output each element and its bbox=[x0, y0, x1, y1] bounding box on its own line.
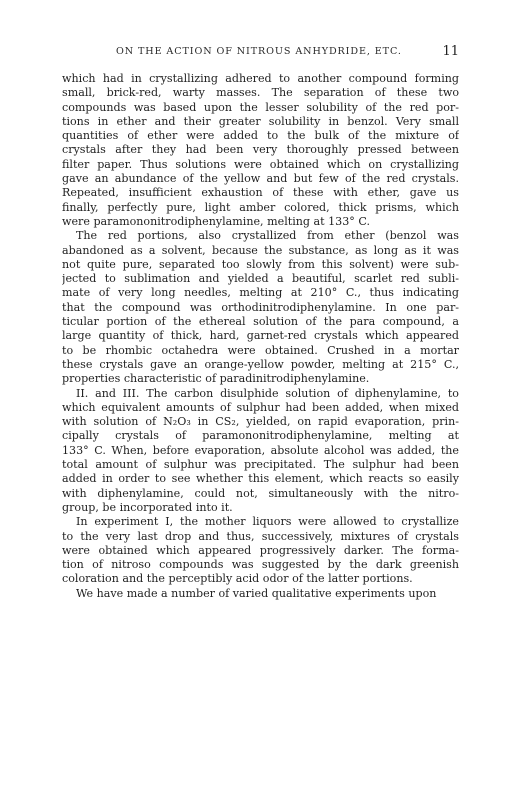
text-line: gave an abundance of the yellow and but few of the red crystals. bbox=[62, 172, 459, 186]
text-line: finally, perfectly pure, light amber colored, thick prisms, which bbox=[62, 200, 459, 214]
paragraph bbox=[62, 515, 459, 586]
text-line: to the very last drop and thus, successively, mixtures of crystals bbox=[62, 529, 459, 543]
text-line: 133° C. When, before evaporation, absolute alcohol was added, the bbox=[62, 443, 459, 457]
running-head: ON THE ACTION OF NITROUS ANHYDRIDE, ETC. bbox=[116, 46, 402, 57]
text-line: filter paper. Thus solutions were obtained which on crystallizing bbox=[62, 157, 459, 171]
text-line: these crystals gave an orange-yellow powder, melting at 215° C., bbox=[62, 357, 459, 371]
text-line: with solution of N₂O₃ in CS₂, yielded, on rapid evaporation, prin- bbox=[62, 415, 459, 429]
text-line: tion of nitroso compounds was suggested by the dark greenish bbox=[62, 558, 459, 572]
text-line: which had in crystallizing adhered to another compound forming bbox=[62, 72, 459, 85]
text-line: small, brick-red, warty masses. The separation of these two bbox=[62, 86, 459, 100]
page-number: 11 bbox=[442, 44, 459, 59]
text-line: total amount of sulphur was precipitated. The sulphur had been bbox=[62, 458, 459, 472]
paragraph bbox=[62, 387, 459, 516]
text-line: properties characteristic of paradinitrodiphenylamine. bbox=[62, 372, 370, 386]
text-line: with diphenylamine, could not, simultaneously with the nitro- bbox=[62, 486, 459, 500]
text-line: crystals after they had been very thoroughly pressed between bbox=[62, 143, 459, 157]
text-line: were obtained which appeared progressively darker. The forma- bbox=[62, 543, 459, 557]
text-line: abandoned as a solvent, because the substance, as long as it was bbox=[62, 243, 459, 257]
text-line: which equivalent amounts of sulphur had been added, when mixed bbox=[62, 400, 459, 414]
text-line: group, be incorporated into it. bbox=[62, 500, 233, 514]
text-line: We have made a number of varied qualitative experiments upon bbox=[76, 586, 437, 600]
text-line: The red portions, also crystallized from ether (benzol was bbox=[76, 229, 459, 243]
text-line: to be rhombic octahedra were obtained. Crushed in a mortar bbox=[62, 343, 459, 357]
text-line: II. and III. The carbon disulphide solution of diphenylamine, to bbox=[76, 386, 459, 400]
text-line: quantities of ether were added to the bulk of the mixture of bbox=[62, 129, 459, 143]
text-line: ticular portion of the ethereal solution of the para compound, a bbox=[62, 315, 459, 329]
paragraph bbox=[62, 587, 459, 601]
paragraph bbox=[62, 229, 459, 386]
text-line: were paramononitrodiphenylamine, melting at 133° C. bbox=[62, 214, 370, 228]
paragraph bbox=[62, 72, 459, 229]
text-line: cipally crystals of paramononitrodiphenylamine, melting at bbox=[62, 429, 459, 443]
text-line: added in order to see whether this element, which reacts so easily bbox=[62, 472, 459, 486]
text-line: large quantity of thick, hard, garnet-red crystals which appeared bbox=[62, 329, 459, 343]
text-line: Repeated, insufficient exhaustion of these with ether, gave us bbox=[62, 186, 459, 200]
text-line: mate of very long needles, melting at 210° C., thus indicating bbox=[62, 286, 459, 300]
text-line: In experiment I, the mother liquors were allowed to crystallize bbox=[76, 515, 459, 529]
body-text bbox=[62, 72, 459, 601]
text-line: coloration and the perceptibly acid odor of the latter portions. bbox=[62, 572, 413, 586]
text-line: compounds was based upon the lesser solubility of the red por- bbox=[62, 100, 459, 114]
text-line: that the compound was orthodinitrodiphenylamine. In one par- bbox=[62, 300, 459, 314]
text-line: tions in ether and their greater solubility in benzol. Very small bbox=[62, 114, 459, 128]
text-line: not quite pure, separated too slowly from this solvent) were sub- bbox=[62, 257, 459, 271]
page-header bbox=[62, 44, 459, 60]
text-line: jected to sublimation and yielded a beautiful, scarlet red subli- bbox=[62, 272, 459, 286]
